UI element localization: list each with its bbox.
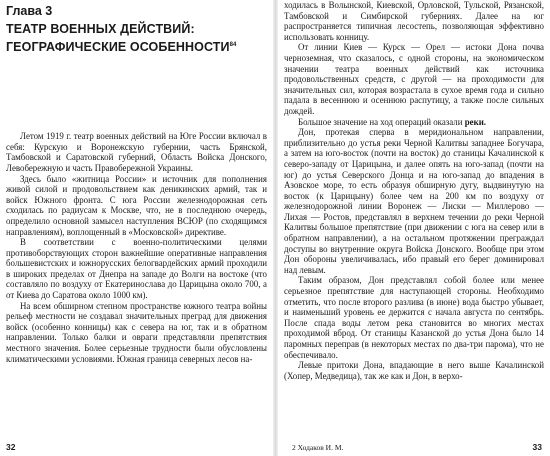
right-body-text <box>284 0 544 381</box>
paragraph: Таким образом, Дон представлял собой более или менее серьезное препятствие для наступающей стороны. Необходимо отметить, что после второго разлива (в июне) вода быстро убывает, и наименьший уровень ее держится с начала августа по сентябрь. После спада воды летом река становится во многих местах проходимой вброд. От станицы Казанской до устья Дона было 14 паромных переправ (в некоторых местах по два-три парома), что не обеспечивало. <box>284 275 544 360</box>
page-number-right: 33 <box>532 442 542 452</box>
printer-signature: 2 Ходаков И. М. <box>292 443 344 452</box>
chapter-title <box>6 22 267 55</box>
chapter-title-line1: ТЕАТР ВОЕННЫХ ДЕЙСТВИЙ: <box>6 22 195 36</box>
paragraph: Левые притоки Дона, впадающие в него выше Качалинской (Хопер, Медведица), так же как и Дон, в верхо- <box>284 360 544 381</box>
paragraph: На всем обширном степном пространстве южного театра войны рельеф местности не создавал значительных преград для движения войск (особенно конницы) как с севера на юг, так и в обратном направлении. Только балки и овраги представляли препятствия местного значения. Более серьезные трудности были обусловлены климатическими условиями. Южная граница северных лесов на- <box>6 300 267 364</box>
rivers-keyword: реки. <box>464 116 487 127</box>
left-page <box>0 0 273 456</box>
paragraph-rivers <box>284 117 544 128</box>
paragraph: Здесь было «житница России» и источник для пополнения живой силой и продовольствием как деникинских армий, так и войск Южного фронта. С юга России железнодорожная сеть сходилась по радиусам к Москве, что, не в последнюю очередь, определило основной замысел наступления ВСЮР (по сходящимся направлениям), воплощенный в «Московской» директиве. <box>6 173 267 237</box>
page-number-left: 32 <box>6 442 16 452</box>
rivers-lead-text: Большое значение на ход операций оказали <box>298 116 465 127</box>
right-page <box>278 0 550 456</box>
chapter-title-line2-text: ГЕОГРАФИЧЕСКИЕ ОСОБЕННОСТИ <box>6 39 230 54</box>
chapter-label: Глава 3 <box>6 4 53 18</box>
paragraph: ходилась в Волынской, Киевской, Орловской, Тульской, Рязанской, Тамбовской и Симбирской губерниях. Далее на юг распространяется типичная лесостепь, позволяющая эффективно использовать конницу. <box>284 0 544 42</box>
paragraph: Дон, протекая сперва в меридиональном направлении, приблизительно до устья реки Черной Калитвы западнее Богучара, а затем на юго-восток (почти на восток) до станицы Качалинской к северо-западу от Царицына, и далее опять на юго-запад (почти на юг) до устья Северского Донца и на юго-запад до впадения в Азовское море, то есть образуя обширную дугу, выдвинутую на восток (к Царицыну) более чем на 200 км по воздуху от железнодорожной линии Воронеж — Лиски — Миллерово — Лихая — Ростов, представлял в верхнем течении до реки Черной Калитвы большое препятствие (при движении с юга на север или в обратном направлении), а на остальном протяжении преграждал доступы во внутренние округа Войска Донского. Вообще при этом Дон обороны увеличивалась, ибо правый его берег доминировал над левым. <box>284 127 544 275</box>
paragraph: Летом 1919 г. театр военных действий на Юге России включал в себя: Курскую и Воронежскую губернии, часть Брянской, Тамбовской и Саратовской губерний, Область Войска Донского, Левобережную и часть Правобережной Украины. <box>6 131 267 173</box>
left-body-text <box>6 131 267 364</box>
footnote-ref: 84 <box>229 41 237 48</box>
paragraph: В соответствии с военно-политическими целями противоборствующих сторон важнейшие оперативные направления большевистских и южнорусских белогвардейских армий проходили в широких пределах от Днепра на западе до Волги на востоке (что составляло по воздуху от Екатеринослава до Царицына около 700, а от Киева до Саратова около 1000 км). <box>6 237 267 301</box>
paragraph: От линии Киев — Курск — Орел — истоки Дона почва черноземная, что сказалось, с одной стороны, на экономическом значении театра военных действий как источника продовольственных средств, с другой — на проходимости для значительных сил, которая возрастала в сухое время года и сильно падала в весеннюю и осеннюю распутицу, а также после сильных дождей. <box>284 42 544 116</box>
chapter-title-line2 <box>6 38 267 56</box>
